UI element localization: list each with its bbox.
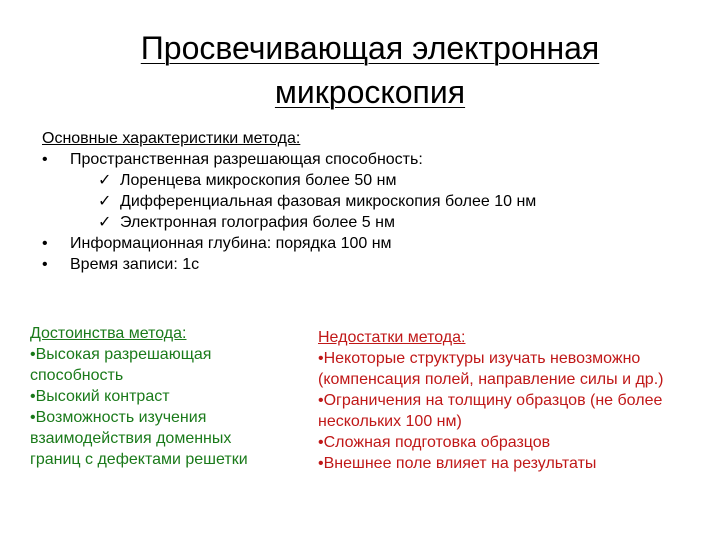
advantage-item: •Высокая разрешающая способность xyxy=(30,346,212,384)
list-item xyxy=(42,170,682,191)
resolution-item: Электронная голография более 5 нм xyxy=(120,214,395,231)
disadvantages-section xyxy=(318,327,698,474)
disadvantages-heading: Недостатки метода: xyxy=(318,329,466,346)
disadvantage-item: •Ограничения на толщину образцов (не более нескольких 100 нм) xyxy=(318,392,663,430)
list-item xyxy=(42,233,682,254)
advantages-heading: Достоинства метода: xyxy=(30,325,187,342)
recording-time-text: Время записи: 1с xyxy=(70,256,200,273)
advantage-item: •Высокий контраст xyxy=(30,388,170,405)
list-item xyxy=(42,149,682,170)
checkmark-icon: ✓ xyxy=(98,172,112,189)
disadvantage-item: •Сложная подготовка образцов xyxy=(318,434,551,451)
bullet-icon: • xyxy=(42,151,48,168)
list-item xyxy=(42,212,682,233)
list-item xyxy=(42,191,682,212)
checkmark-icon: ✓ xyxy=(98,214,112,231)
bullet-icon: • xyxy=(42,235,48,252)
characteristics-section xyxy=(42,128,682,275)
characteristics-heading: Основные характеристики метода: xyxy=(42,130,301,147)
resolution-item: Дифференциальная фазовая микроскопия более 10 нм xyxy=(120,193,537,210)
list-item xyxy=(42,254,682,275)
advantage-item: •Возможность изучения взаимодействия доменных границ с дефектами решетки xyxy=(30,409,248,468)
disadvantage-item: •Некоторые структуры изучать невозможно (компенсация полей, направление силы и др.) xyxy=(318,350,664,388)
bullet-icon: • xyxy=(42,256,48,273)
resolution-label: Пространственная разрешающая способность: xyxy=(70,151,423,168)
depth-text: Информационная глубина: порядка 100 нм xyxy=(70,235,392,252)
page-title: Просвечивающая электронная микроскопия xyxy=(140,30,600,110)
advantages-section xyxy=(30,323,270,470)
checkmark-icon: ✓ xyxy=(98,193,112,210)
resolution-item: Лоренцева микроскопия более 50 нм xyxy=(120,172,397,189)
disadvantage-item: •Внешнее поле влияет на результаты xyxy=(318,455,597,472)
